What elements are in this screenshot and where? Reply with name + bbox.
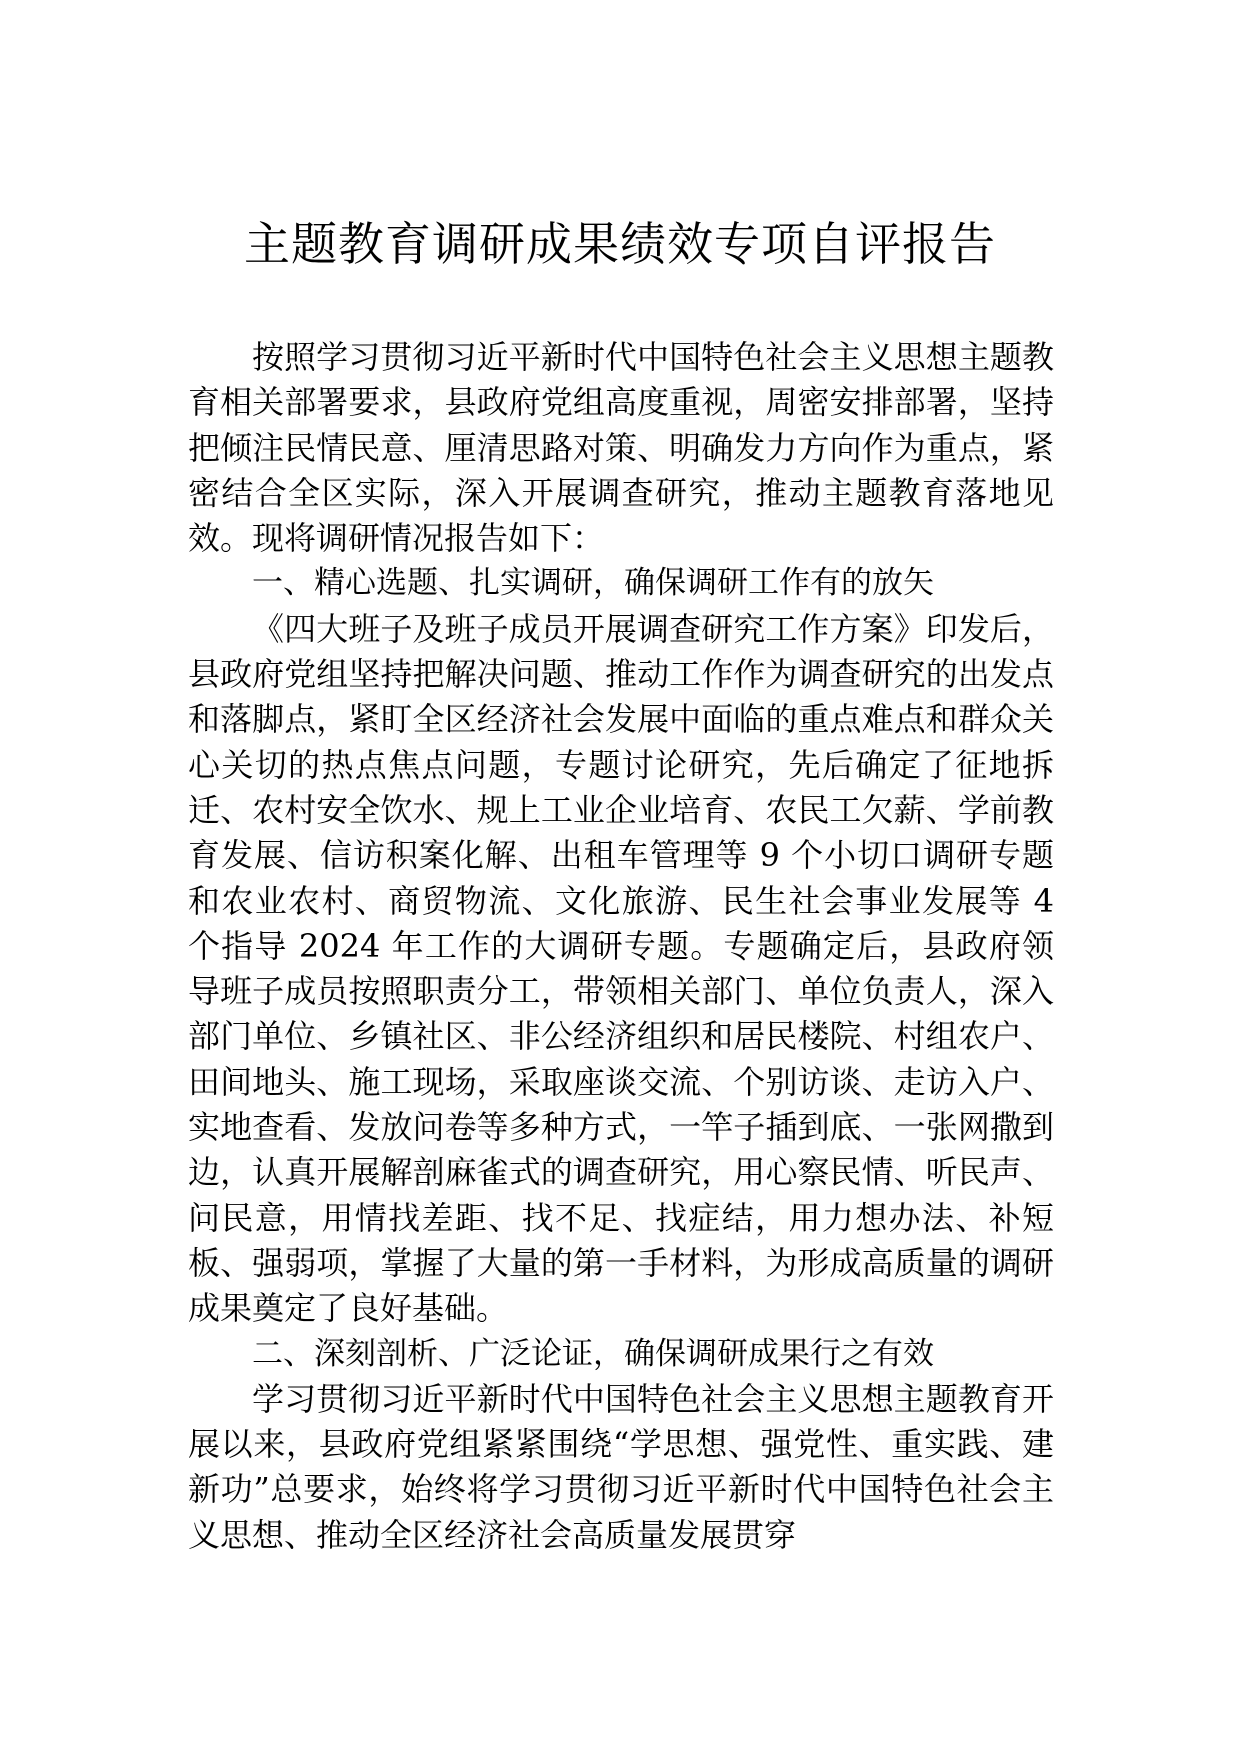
section-2-paragraph: 学习贯彻习近平新时代中国特色社会主义思想主题教育开展以来，县政府党组紧紧围绕“学思想、强党性、重实践、建新功”总要求，始终将学习贯彻习近平新时代中国特色社会主义思想、推动全区经济社会高质量发展贯穿 (188, 1379, 1054, 1554)
section-heading-2: 二、深刻剖析、广泛论证，确保调研成果行之有效 (252, 1335, 934, 1372)
document-body (188, 335, 1054, 1558)
intro-paragraph: 按照学习贯彻习近平新时代中国特色社会主义思想主题教育相关部署要求，县政府党组高度重视，周密安排部署，坚持把倾注民情民意、厘清思路对策、明确发力方向作为重点，紧密结合全区实际，深入开展调查研究，推动主题教育落地见效。现将调研情况报告如下： (188, 338, 1054, 558)
section-heading-1: 一、精心选题、扎实调研，确保调研工作有的放矢 (252, 565, 934, 602)
section-1-paragraph: 《四大班子及班子成员开展调查研究工作方案》印发后，县政府党组坚持把解决问题、推动工作作为调查研究的出发点和落脚点，紧盯全区经济社会发展中面临的重点难点和群众关心关切的热点焦点问题，专题讨论研究，先后确定了征地拆迁、农村安全饮水、规上工业企业培育、农民工欠薪、学前教育发展、信访积案化解、出租车管理等 9 个小切口调研专题和农业农村、商贸物流、文化旅游、民生社会事业发展等 4 个指导 2024 年工作的大调研专题。专题确定后，县政府领导班子成员按照职责分工，带领相关部门、单位负责人，深入部门单位、乡镇社区、非公经济组织和居民楼院、村组农户、田间地头、施工现场，采取座谈交流、个别访谈、走访入户、实地查看、发放问卷等多种方式，一竿子插到底、一张网撒到边，认真开展解剖麻雀式的调查研究，用心察民情、听民声、问民意，用情找差距、找不足、找症结，用力想办法、补短板、强弱项，掌握了大量的第一手材料，为形成高质量的调研成果奠定了良好基础。 (188, 609, 1054, 1328)
document-title: 主题教育调研成果绩效专项自评报告 (244, 217, 996, 271)
